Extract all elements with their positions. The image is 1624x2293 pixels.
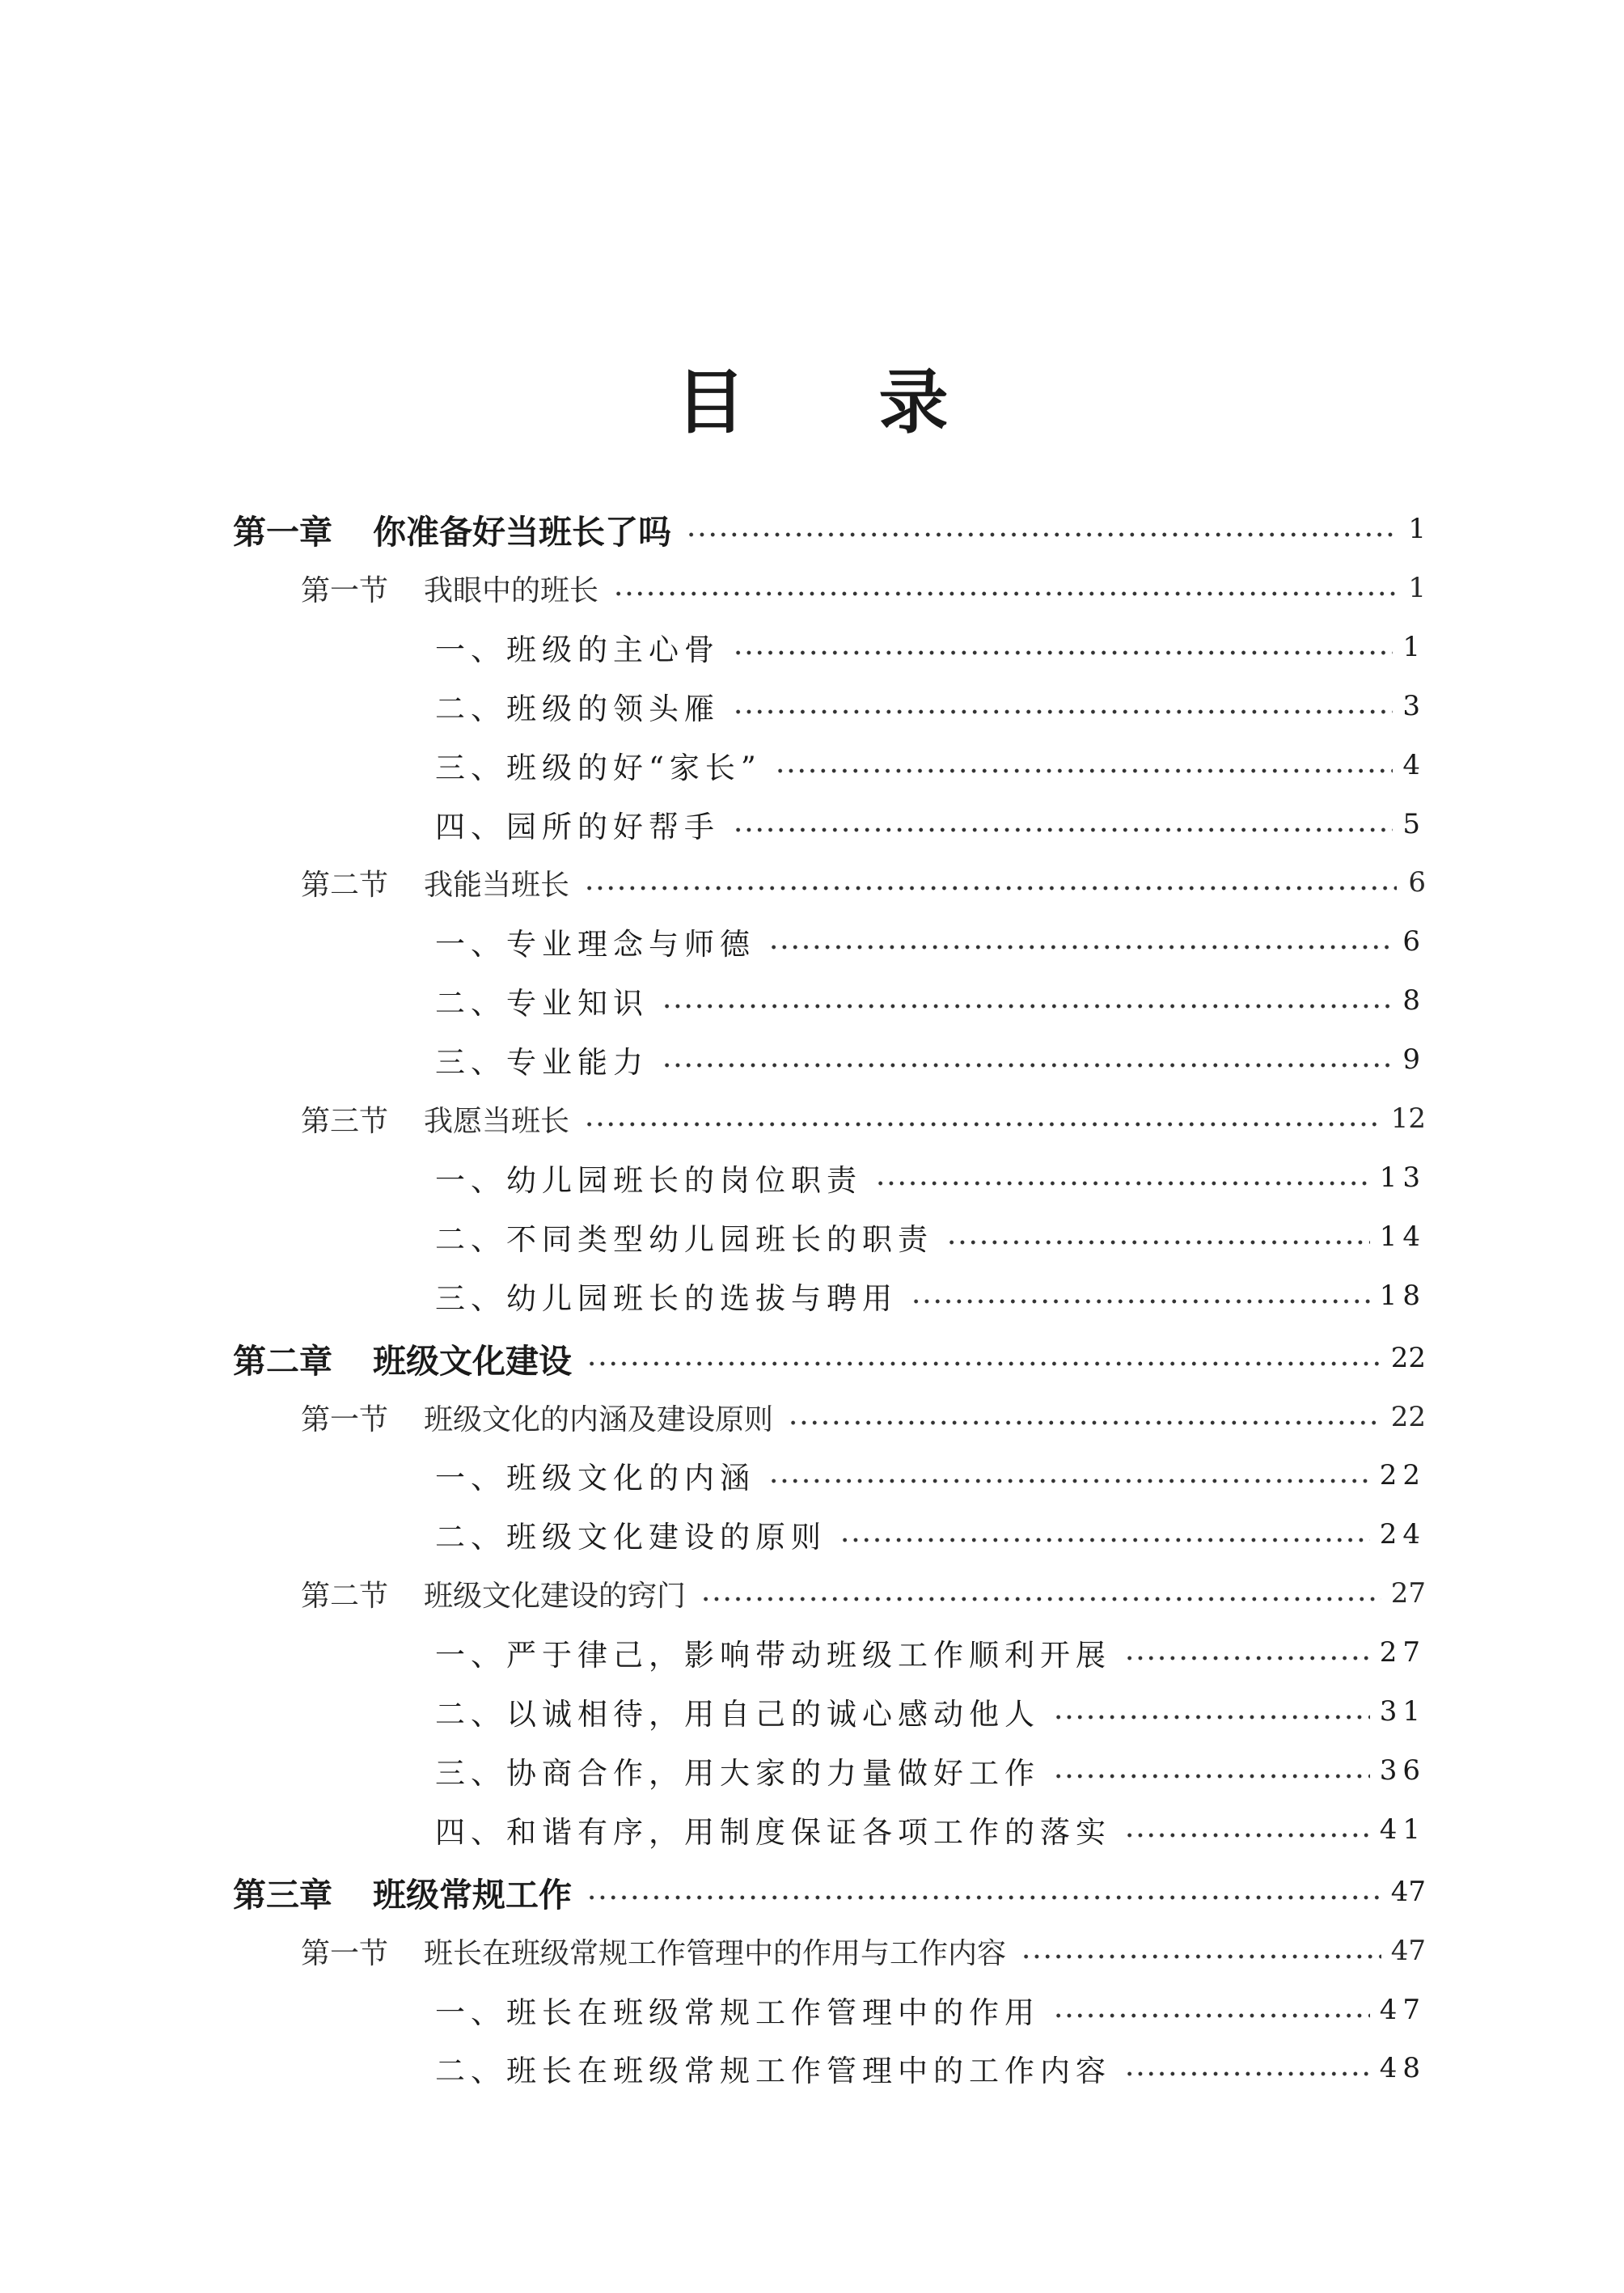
toc-heading-char-1: 目 (675, 362, 746, 443)
dot-leader (662, 1002, 1393, 1010)
entry-title: 班长在班级常规工作管理中的作用与工作内容 (424, 1936, 1007, 1970)
dot-leader (584, 884, 1397, 892)
entry-title: 我能当班长 (424, 868, 570, 902)
dot-leader (1053, 1713, 1370, 1721)
entry-page-number: 6 (1402, 925, 1426, 958)
entry-page-number: 22 (1390, 1401, 1426, 1433)
dot-leader (733, 826, 1393, 834)
dot-leader (1021, 1952, 1381, 1961)
entry-title: 一、班级文化的内涵 (435, 1461, 755, 1496)
entry-title: 一、严于律己，影响带动班级工作顺利开展 (435, 1638, 1111, 1673)
entry-page-number: 47 (1390, 1935, 1426, 1967)
entry-number: 第三节 (301, 1104, 389, 1138)
entry-page-number: 14 (1379, 1221, 1426, 1253)
entry-page-number: 13 (1379, 1161, 1426, 1194)
entry-number: 第二节 (301, 1579, 389, 1613)
toc-section-entry[interactable] (301, 565, 1426, 611)
dot-leader (584, 1120, 1381, 1128)
entry-page-number: 1 (1402, 631, 1426, 663)
entry-number: 第一节 (301, 1402, 389, 1436)
dot-leader (1053, 1772, 1370, 1780)
dot-leader (768, 943, 1393, 951)
entry-title: 二、不同类型幼儿园班长的职责 (435, 1222, 933, 1257)
entry-title: 二、专业知识 (435, 986, 649, 1021)
toc-item-entry[interactable] (435, 624, 1426, 670)
dot-leader (1124, 1654, 1370, 1662)
dot-leader (768, 1477, 1370, 1485)
toc-chapter-entry[interactable] (233, 1335, 1426, 1381)
toc-item-entry[interactable] (435, 978, 1426, 1023)
dot-leader (586, 1360, 1381, 1368)
toc-chapter-entry[interactable] (233, 1869, 1426, 1914)
toc-item-entry[interactable] (435, 802, 1426, 847)
entry-page-number: 1 (1408, 572, 1426, 604)
toc-item-entry[interactable] (435, 919, 1426, 964)
entry-title: 三、专业能力 (435, 1045, 649, 1080)
toc-item-entry[interactable] (435, 1155, 1426, 1200)
entry-title: 一、班级的主心骨 (435, 632, 720, 667)
dot-leader (1124, 2070, 1370, 2078)
entry-title: 三、协商合作，用大家的力量做好工作 (435, 1756, 1040, 1791)
toc-item-entry[interactable] (435, 1037, 1426, 1082)
entry-title: 班级文化建设 (373, 1341, 572, 1381)
dot-leader (775, 767, 1394, 775)
entry-number: 第二章 (233, 1341, 332, 1381)
toc-item-entry[interactable] (435, 1807, 1426, 1852)
entry-title: 一、班长在班级常规工作管理中的作用 (435, 1995, 1040, 2030)
entry-page-number: 41 (1379, 1813, 1426, 1846)
dot-leader (839, 1536, 1370, 1544)
entry-title: 一、专业理念与师德 (435, 927, 755, 962)
dot-leader (875, 1179, 1370, 1187)
entry-title: 你准备好当班长了吗 (373, 512, 671, 552)
entry-page-number: 6 (1408, 866, 1426, 899)
entry-title: 二、班级的领头雁 (435, 692, 720, 726)
toc-section-entry[interactable] (301, 1928, 1426, 1974)
entry-page-number: 47 (1379, 1994, 1426, 2026)
entry-title: 二、班长在班级常规工作管理中的工作内容 (435, 2054, 1111, 2088)
dot-leader (613, 590, 1397, 598)
entry-page-number: 48 (1379, 2052, 1426, 2084)
entry-number: 第一节 (301, 573, 389, 607)
entry-number: 第二节 (301, 868, 389, 902)
entry-page-number: 22 (1390, 1342, 1426, 1374)
toc-item-entry[interactable] (435, 742, 1426, 788)
entry-title: 三、班级的好“家长” (435, 751, 762, 785)
entry-title: 我愿当班长 (424, 1104, 570, 1138)
toc-heading-char-2: 录 (878, 362, 949, 443)
toc-item-entry[interactable] (435, 683, 1426, 729)
dot-leader (700, 1595, 1381, 1603)
entry-number: 第一章 (233, 512, 332, 552)
entry-page-number: 3 (1402, 690, 1426, 722)
entry-page-number: 31 (1379, 1695, 1426, 1728)
dot-leader (586, 1893, 1381, 1902)
dot-leader (686, 531, 1397, 539)
entry-page-number: 8 (1402, 984, 1426, 1017)
entry-title: 四、园所的好帮手 (435, 810, 720, 844)
dot-leader (1053, 2012, 1370, 2020)
toc-section-entry[interactable] (301, 1571, 1426, 1616)
toc-item-entry[interactable] (435, 1987, 1426, 2033)
entry-number: 第三章 (233, 1875, 332, 1914)
entry-title: 我眼中的班长 (424, 573, 599, 607)
toc-section-entry[interactable] (301, 860, 1426, 905)
entry-title: 班级文化建设的窍门 (424, 1579, 687, 1613)
dot-leader (946, 1238, 1370, 1246)
toc-item-entry[interactable] (435, 2046, 1426, 2091)
dot-leader (1124, 1831, 1370, 1839)
entry-title: 二、以诚相待，用自己的诚心感动他人 (435, 1697, 1040, 1732)
entry-title: 三、幼儿园班长的选拔与聘用 (435, 1281, 898, 1316)
entry-title: 二、班级文化建设的原则 (435, 1520, 827, 1555)
entry-page-number: 9 (1402, 1043, 1426, 1076)
entry-page-number: 47 (1390, 1876, 1426, 1908)
dot-leader (733, 649, 1393, 657)
entry-page-number: 27 (1390, 1577, 1426, 1610)
toc-item-entry[interactable] (435, 1689, 1426, 1734)
entry-page-number: 4 (1402, 749, 1426, 781)
toc-chapter-entry[interactable] (233, 506, 1426, 552)
toc-section-entry[interactable] (301, 1096, 1426, 1141)
entry-title: 四、和谐有序，用制度保证各项工作的落实 (435, 1815, 1111, 1850)
entry-number: 第一节 (301, 1936, 389, 1970)
entry-page-number: 5 (1402, 808, 1426, 840)
entry-page-number: 27 (1379, 1636, 1426, 1669)
entry-page-number: 1 (1408, 513, 1426, 545)
toc-heading (0, 348, 1624, 445)
entry-page-number: 24 (1379, 1518, 1426, 1551)
entry-title: 班级常规工作 (373, 1875, 572, 1914)
dot-leader (788, 1419, 1381, 1427)
toc-item-entry[interactable] (435, 1214, 1426, 1259)
toc-item-entry[interactable] (435, 1630, 1426, 1675)
dot-leader (733, 708, 1393, 716)
entry-page-number: 36 (1379, 1754, 1426, 1787)
dot-leader (662, 1061, 1393, 1069)
toc-item-entry[interactable] (435, 1512, 1426, 1557)
toc-section-entry[interactable] (301, 1394, 1426, 1440)
toc-item-entry[interactable] (435, 1748, 1426, 1793)
entry-page-number: 22 (1379, 1459, 1426, 1491)
toc-item-entry[interactable] (435, 1273, 1426, 1318)
entry-title: 一、幼儿园班长的岗位职责 (435, 1163, 862, 1198)
dot-leader (911, 1297, 1370, 1305)
entry-page-number: 18 (1379, 1280, 1426, 1312)
entry-page-number: 12 (1390, 1102, 1426, 1135)
toc-item-entry[interactable] (435, 1453, 1426, 1498)
entry-title: 班级文化的内涵及建设原则 (424, 1402, 774, 1436)
